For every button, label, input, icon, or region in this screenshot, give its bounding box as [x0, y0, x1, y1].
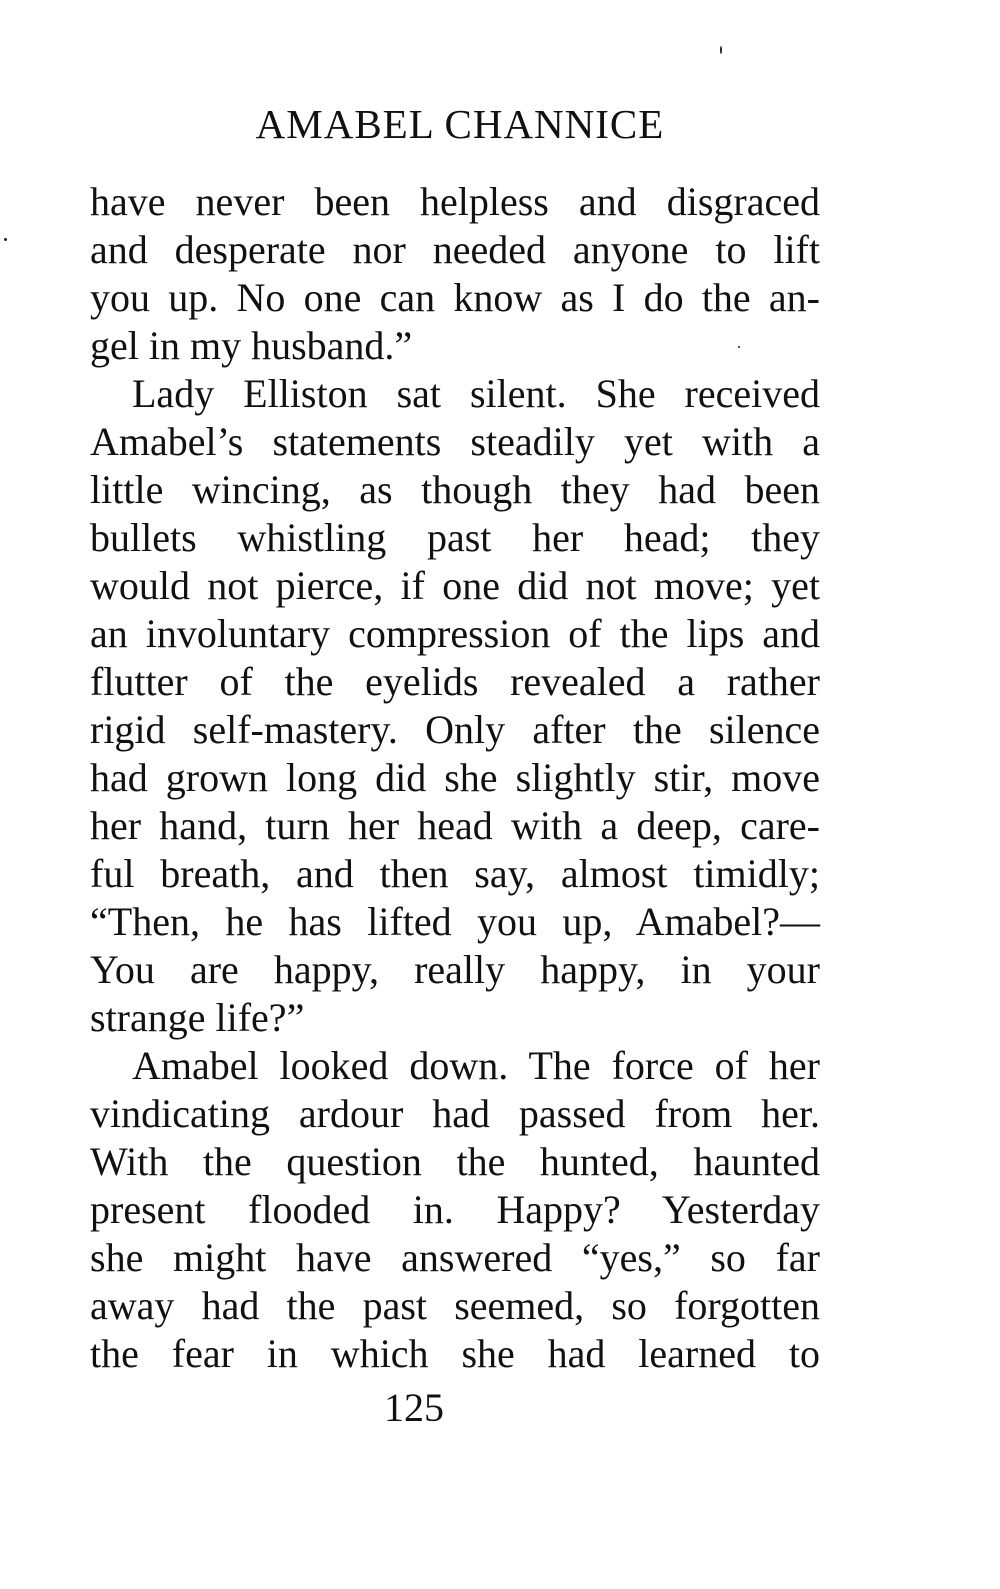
text-line: had grown long did she slightly stir, move [90, 755, 820, 800]
text-line: rigid self-mastery. Only after the silence [90, 707, 820, 752]
text-line: gel in my husband.” [90, 323, 413, 368]
scan-speck [4, 238, 7, 241]
text-line: you up. No one can know as I do the an- [90, 275, 820, 320]
text-line: the fear in which she had learned to [90, 1331, 820, 1376]
scan-speck [738, 346, 740, 348]
text-line: an involuntary compression of the lips and [90, 611, 820, 656]
text-line: would not pierce, if one did not move; yet [90, 563, 820, 608]
text-line: strange life?” [90, 995, 305, 1040]
text-line: You are happy, really happy, in your [90, 947, 820, 992]
text-line: ful breath, and then say, almost timidly; [90, 851, 820, 896]
body-text [90, 178, 820, 1378]
scan-speck [720, 46, 722, 54]
text-line: “Then, he has lifted you up, Amabel?— [90, 899, 820, 944]
text-line: Amabel looked down. The force of her [132, 1043, 820, 1088]
text-line: With the question the hunted, haunted [90, 1139, 820, 1184]
text-line: bullets whistling past her head; they [90, 515, 820, 560]
text-line: vindicating ardour had passed from her. [90, 1091, 820, 1136]
text-line: away had the past seemed, so forgotten [90, 1283, 820, 1328]
text-line: flutter of the eyelids revealed a rather [90, 659, 820, 704]
running-head: AMABEL CHANNICE [255, 101, 665, 147]
text-line: her hand, turn her head with a deep, care- [90, 803, 820, 848]
text-line: present flooded in. Happy? Yesterday [90, 1187, 820, 1232]
text-line: Amabel’s statements steadily yet with a [90, 419, 820, 464]
text-line: and desperate nor needed anyone to lift [90, 227, 820, 272]
page-number: 125 [384, 1385, 444, 1430]
text-line: have never been helpless and disgraced [90, 179, 820, 224]
text-line: she might have answered “yes,” so far [90, 1235, 820, 1280]
text-line: little wincing, as though they had been [90, 467, 820, 512]
text-line: Lady Elliston sat silent. She received [132, 371, 820, 416]
